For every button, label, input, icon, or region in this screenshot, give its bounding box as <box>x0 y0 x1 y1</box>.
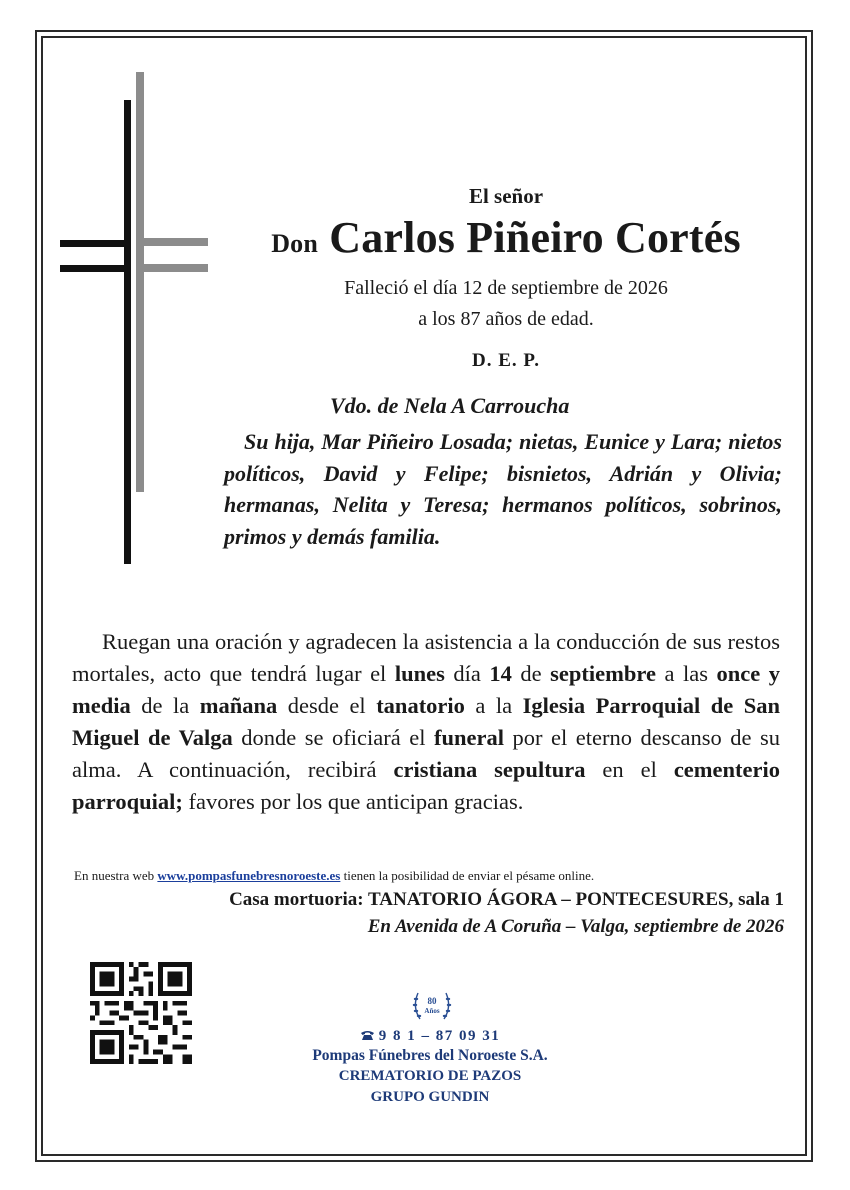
prayer-bold: lunes <box>394 661 445 686</box>
prayer-bold: septiembre <box>550 661 656 686</box>
prayer-text: día <box>444 661 490 686</box>
prayer-bold: cristiana sepultura <box>393 757 586 782</box>
website-link[interactable]: www.pompasfunebresnoroeste.es <box>157 868 341 883</box>
name-text: Carlos Piñeiro Cortés <box>329 213 741 262</box>
prayer-text: favores por los que anticipan gracias. <box>182 789 524 814</box>
prayer-text: donde se oficiará el <box>232 725 435 750</box>
prayer-text: de <box>511 661 551 686</box>
prayer-bold: 14 <box>489 661 512 686</box>
prayer-text: de la <box>130 693 200 718</box>
family-text: Su hija, Mar Piñeiro Losada; nietas, Eunice y Lara; nietos políticos, David y Felipe; bisnietos, Adrián y Olivia; hermanas, Nelita y Teresa; hermanos políticos, sobrinos, primos y demás familia. <box>224 429 782 549</box>
telephone-icon <box>360 1030 375 1041</box>
web-note-prefix: En nuestra web <box>74 868 158 883</box>
honorific: Don <box>271 229 319 258</box>
company-phone[interactable] <box>250 1028 610 1045</box>
intro-text: El señor <box>468 184 544 208</box>
cross-icon <box>60 72 210 567</box>
casa-mortuoria: Casa mortuoria: TANATORIO ÁGORA – PONTECESURES, sala 1 <box>229 889 784 910</box>
prayer-bold: funeral <box>434 725 505 750</box>
death-age: a los 87 años de edad. <box>418 308 594 330</box>
prayer-text: desde el <box>277 693 377 718</box>
anniversary-logo-icon <box>410 985 454 1025</box>
prayer-bold: once y media <box>72 661 780 718</box>
prayer-bold: cementerio parroquial; <box>72 757 780 814</box>
prayer-bold: tanatorio <box>376 693 465 718</box>
company-name: Pompas Fúnebres del Noroeste S.A. <box>312 1047 548 1064</box>
web-note-suffix: tienen la posibilidad de enviar el pésame online. <box>340 868 595 883</box>
death-date: Falleció el día 12 de septiembre de 2026 <box>344 277 668 299</box>
prayer-text: a la <box>464 693 523 718</box>
widow-line: Vdo. de Nela A Carroucha <box>330 393 570 418</box>
prayer-text: Ruegan una oración y agradecen la asistencia a la conducción de sus restos mortales, acto que tendrá lugar el <box>72 629 780 686</box>
deceased-name <box>230 212 782 263</box>
prayer-text: a las <box>655 661 717 686</box>
prayer-text: por el eterno descanso de su alma. A continuación, recibirá <box>72 725 780 782</box>
prayer-text: en el <box>585 757 674 782</box>
web-note <box>74 868 594 884</box>
logo-number: 80 <box>427 996 437 1006</box>
prayer-bold: mañana <box>199 693 278 718</box>
prayer-bold: Iglesia Parroquial de San Miguel de Valga <box>72 693 780 750</box>
company-group: GRUPO GUNDIN <box>370 1089 490 1105</box>
qr-code[interactable] <box>90 962 192 1064</box>
death-info <box>230 273 782 335</box>
prayer-paragraph <box>72 626 780 818</box>
logo-years: Años <box>424 1007 440 1015</box>
phone-number: 9 8 1 – 87 09 31 <box>378 1028 501 1044</box>
rip-text: D. E. P. <box>471 350 540 371</box>
company-crematorio: CREMATORIO DE PAZOS <box>338 1068 522 1084</box>
place-date: En Avenida de A Coruña – Valga, septiembre de 2026 <box>367 916 784 937</box>
